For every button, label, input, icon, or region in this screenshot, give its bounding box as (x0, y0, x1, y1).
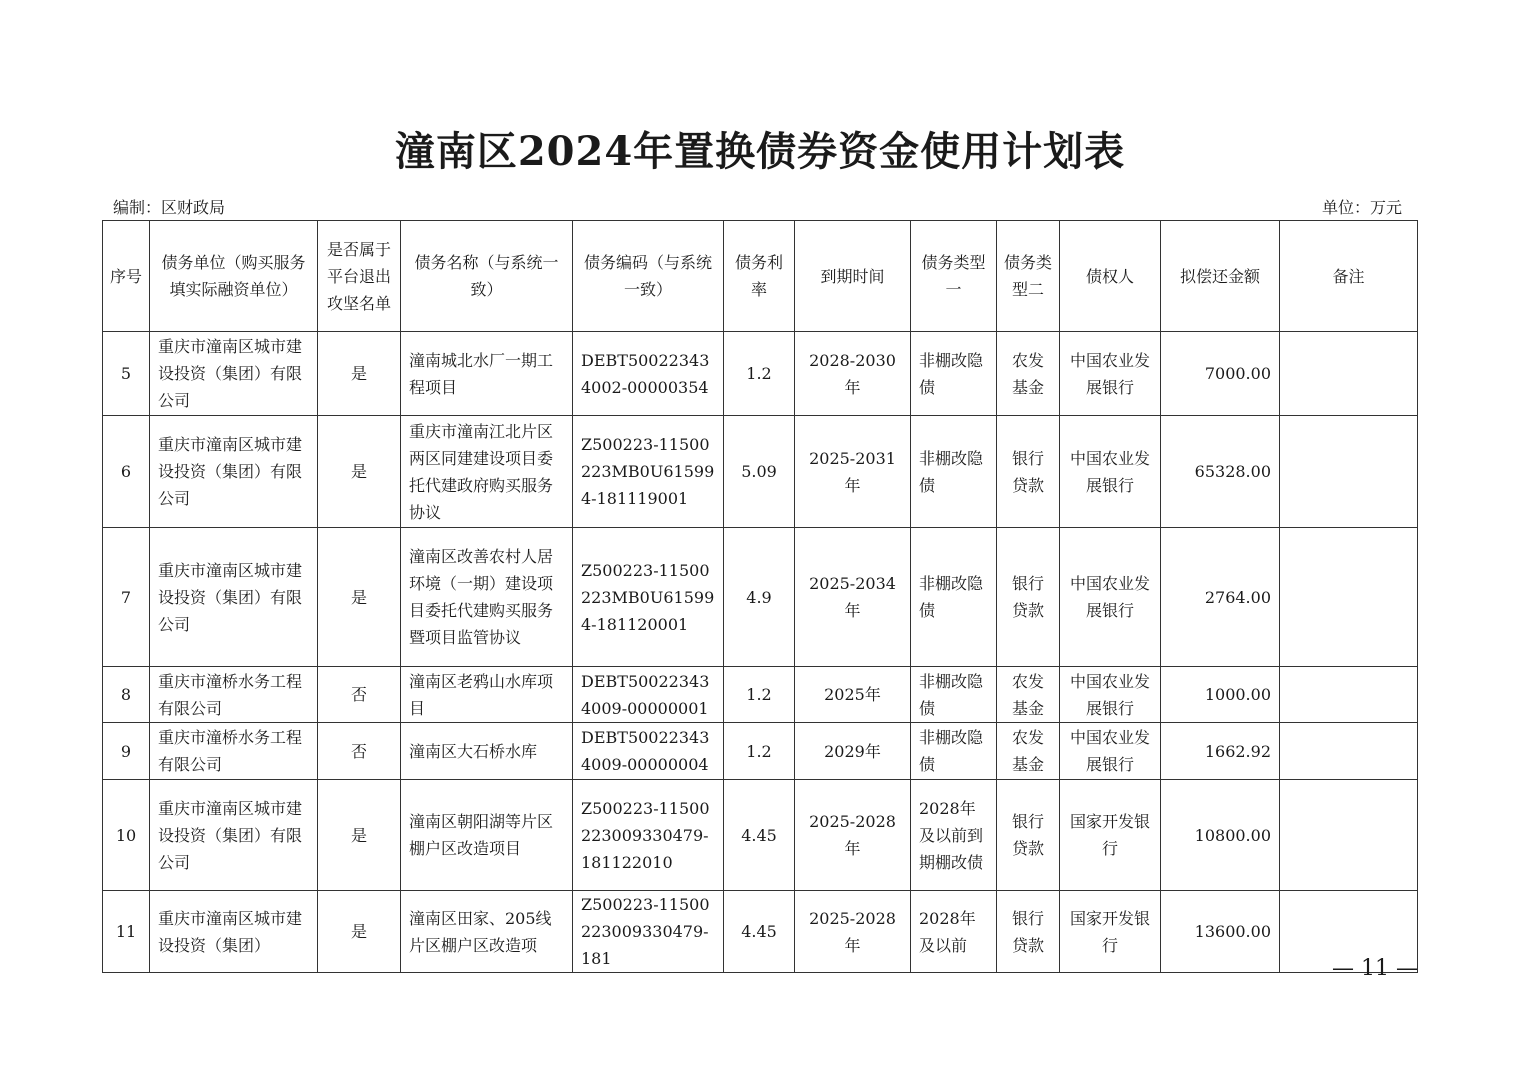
table-row (103, 780, 1418, 891)
cell-unit: 重庆市潼南区城市建设投资（集团）有限公司 (150, 416, 318, 528)
header-note: 备注 (1280, 221, 1418, 332)
debt-plan-table (102, 220, 1418, 973)
header-name: 债务名称（与系统一致） (401, 221, 573, 332)
cell-seq: 7 (103, 528, 150, 667)
cell-amount: 1000.00 (1161, 667, 1280, 723)
cell-due: 2025-2034年 (795, 528, 911, 667)
cell-name: 潼南区老鸦山水库项目 (401, 667, 573, 723)
cell-note (1280, 528, 1418, 667)
header-unit: 债务单位（购买服务填实际融资单位） (150, 221, 318, 332)
cell-type1: 2028年及以前到期棚改债 (911, 780, 997, 891)
header-due: 到期时间 (795, 221, 911, 332)
cell-seq: 11 (103, 891, 150, 973)
cell-type2: 银行贷款 (997, 780, 1060, 891)
cell-code: Z500223-11500223MB0U615994-181120001 (573, 528, 724, 667)
cell-code: DEBT500223434002-00000354 (573, 332, 724, 416)
cell-note (1280, 723, 1418, 780)
cell-type2: 银行贷款 (997, 528, 1060, 667)
cell-exit: 否 (318, 667, 401, 723)
page-number: — 11 — (1332, 956, 1418, 981)
cell-name: 潼南区田家、205线片区棚户区改造项 (401, 891, 573, 973)
cell-due: 2025年 (795, 667, 911, 723)
cell-due: 2025-2028年 (795, 780, 911, 891)
cell-seq: 9 (103, 723, 150, 780)
cell-exit: 是 (318, 891, 401, 973)
cell-unit: 重庆市潼桥水务工程有限公司 (150, 723, 318, 780)
cell-creditor: 国家开发银行 (1060, 780, 1161, 891)
cell-rate: 4.45 (724, 780, 795, 891)
cell-creditor: 中国农业发展银行 (1060, 332, 1161, 416)
cell-type1: 非棚改隐债 (911, 667, 997, 723)
cell-unit: 重庆市潼南区城市建设投资（集团）有限公司 (150, 528, 318, 667)
cell-exit: 是 (318, 528, 401, 667)
cell-rate: 4.45 (724, 891, 795, 973)
page-title: 潼南区2024年置换债券资金使用计划表 (394, 128, 1126, 175)
cell-type1: 非棚改隐债 (911, 723, 997, 780)
cell-seq: 5 (103, 332, 150, 416)
compiler-label: 编制：区财政局 (113, 198, 226, 217)
cell-name: 潼南区大石桥水库 (401, 723, 573, 780)
cell-seq: 8 (103, 667, 150, 723)
cell-note (1280, 780, 1418, 891)
header-creditor: 债权人 (1060, 221, 1161, 332)
unit-label: 单位：万元 (1321, 198, 1402, 217)
cell-type2: 农发基金 (997, 723, 1060, 780)
header-exit: 是否属于平台退出攻坚名单 (318, 221, 401, 332)
table-row (103, 891, 1418, 973)
table-row (103, 667, 1418, 723)
cell-code: Z500223-11500223009330479-181 (573, 891, 724, 973)
cell-rate: 1.2 (724, 723, 795, 780)
cell-name: 潼南城北水厂一期工程项目 (401, 332, 573, 416)
cell-note (1280, 416, 1418, 528)
cell-creditor: 中国农业发展银行 (1060, 416, 1161, 528)
table-row (103, 723, 1418, 780)
cell-unit: 重庆市潼南区城市建设投资（集团）有限公司 (150, 332, 318, 416)
cell-rate: 4.9 (724, 528, 795, 667)
cell-due: 2025-2031年 (795, 416, 911, 528)
cell-type1: 2028年及以前 (911, 891, 997, 973)
cell-due: 2028-2030年 (795, 332, 911, 416)
cell-unit: 重庆市潼桥水务工程有限公司 (150, 667, 318, 723)
cell-amount: 1662.92 (1161, 723, 1280, 780)
table-row (103, 528, 1418, 667)
cell-note (1280, 332, 1418, 416)
cell-creditor: 中国农业发展银行 (1060, 723, 1161, 780)
cell-due: 2029年 (795, 723, 911, 780)
cell-code: Z500223-11500223009330479-181122010 (573, 780, 724, 891)
cell-unit: 重庆市潼南区城市建设投资（集团） (150, 891, 318, 973)
cell-seq: 6 (103, 416, 150, 528)
cell-amount: 7000.00 (1161, 332, 1280, 416)
cell-creditor: 中国农业发展银行 (1060, 528, 1161, 667)
cell-exit: 是 (318, 416, 401, 528)
cell-type2: 农发基金 (997, 667, 1060, 723)
cell-note (1280, 667, 1418, 723)
header-type2: 债务类型二 (997, 221, 1060, 332)
cell-type1: 非棚改隐债 (911, 528, 997, 667)
cell-amount: 2764.00 (1161, 528, 1280, 667)
cell-amount: 65328.00 (1161, 416, 1280, 528)
cell-exit: 否 (318, 723, 401, 780)
cell-creditor: 国家开发银行 (1060, 891, 1161, 973)
cell-code: Z500223-11500223MB0U615994-181119001 (573, 416, 724, 528)
cell-seq: 10 (103, 780, 150, 891)
cell-type2: 银行贷款 (997, 416, 1060, 528)
cell-rate: 1.2 (724, 667, 795, 723)
header-seq: 序号 (103, 221, 150, 332)
table-row (103, 332, 1418, 416)
cell-amount: 13600.00 (1161, 891, 1280, 973)
cell-type2: 银行贷款 (997, 891, 1060, 973)
cell-rate: 5.09 (724, 416, 795, 528)
cell-name: 重庆市潼南江北片区两区同建建设项目委托代建政府购买服务协议 (401, 416, 573, 528)
cell-due: 2025-2028年 (795, 891, 911, 973)
cell-name: 潼南区朝阳湖等片区棚户区改造项目 (401, 780, 573, 891)
cell-exit: 是 (318, 332, 401, 416)
header-code: 债务编码（与系统一致） (573, 221, 724, 332)
cell-type1: 非棚改隐债 (911, 416, 997, 528)
header-row (103, 221, 1418, 332)
cell-type2: 农发基金 (997, 332, 1060, 416)
cell-code: DEBT500223434009-00000001 (573, 667, 724, 723)
cell-exit: 是 (318, 780, 401, 891)
cell-amount: 10800.00 (1161, 780, 1280, 891)
header-amount: 拟偿还金额 (1161, 221, 1280, 332)
cell-code: DEBT500223434009-00000004 (573, 723, 724, 780)
header-rate: 债务利率 (724, 221, 795, 332)
cell-type1: 非棚改隐债 (911, 332, 997, 416)
header-type1: 债务类型一 (911, 221, 997, 332)
cell-unit: 重庆市潼南区城市建设投资（集团）有限公司 (150, 780, 318, 891)
cell-name: 潼南区改善农村人居环境（一期）建设项目委托代建购买服务暨项目监管协议 (401, 528, 573, 667)
cell-creditor: 中国农业发展银行 (1060, 667, 1161, 723)
table-row (103, 416, 1418, 528)
cell-rate: 1.2 (724, 332, 795, 416)
